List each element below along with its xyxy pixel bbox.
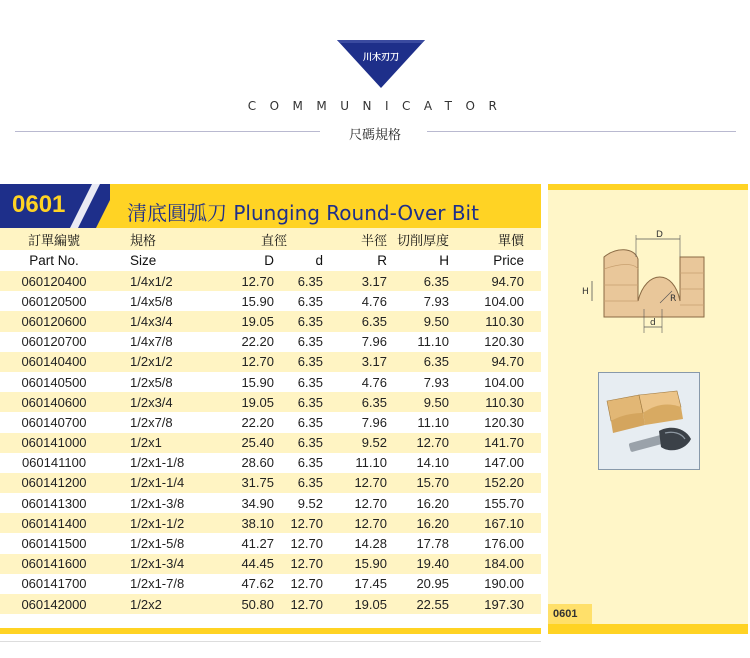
cell-price: 104.00 xyxy=(484,293,524,309)
cell-radius-R: 4.76 xyxy=(361,293,387,309)
cell-diameter-D: 38.10 xyxy=(241,515,274,531)
panel-top-bar xyxy=(548,184,748,190)
cell-price: 141.70 xyxy=(484,435,524,451)
cell-height-H: 16.20 xyxy=(416,515,449,531)
cell-radius-R: 12.70 xyxy=(354,515,387,531)
cell-size: 1/2x3/4 xyxy=(130,394,173,410)
header-size-cn: 規格 xyxy=(130,233,157,249)
cell-shank-d: 6.35 xyxy=(297,273,323,289)
dim-d-label: d xyxy=(650,318,656,328)
cell-shank-d: 6.35 xyxy=(297,455,323,471)
cell-radius-R: 17.45 xyxy=(354,576,387,592)
cell-diameter-D: 25.40 xyxy=(241,435,274,451)
cell-part-no: 060140700 xyxy=(21,414,87,430)
cell-shank-d: 6.35 xyxy=(297,374,323,390)
dim-R-label: R xyxy=(670,294,677,304)
cell-shank-d: 12.70 xyxy=(290,515,323,531)
cell-radius-R: 7.96 xyxy=(361,334,387,350)
cell-shank-d: 9.52 xyxy=(297,495,323,511)
cell-price: 94.70 xyxy=(491,273,524,289)
cell-size: 1/2x1/2 xyxy=(130,354,173,370)
table-row xyxy=(0,533,541,553)
header-radius-cn: 半徑 xyxy=(360,233,387,249)
logo-text: 川木刃刀 xyxy=(362,53,399,63)
cell-size: 1/2x7/8 xyxy=(130,414,173,430)
cell-part-no: 060141700 xyxy=(21,576,87,592)
cell-size: 1/4x5/8 xyxy=(130,293,173,309)
cell-part-no: 060120500 xyxy=(21,293,87,309)
brand-name: COMMUNICATOR xyxy=(247,99,511,113)
cell-height-H: 11.10 xyxy=(417,414,449,430)
product-code: 0601 xyxy=(12,191,66,218)
cell-price: 110.30 xyxy=(485,313,524,329)
cell-height-H: 9.50 xyxy=(423,394,449,410)
cell-size: 1/4x7/8 xyxy=(130,334,173,350)
cell-size: 1/2x1-1/2 xyxy=(130,515,185,531)
cell-diameter-D: 47.62 xyxy=(241,576,274,592)
cell-price: 152.20 xyxy=(484,475,524,491)
cell-diameter-D: 12.70 xyxy=(241,273,274,289)
cell-price: 94.70 xyxy=(491,354,524,370)
profile-diagram xyxy=(576,229,716,344)
side-code: 0601 xyxy=(553,608,578,620)
cell-part-no: 060140500 xyxy=(21,374,87,390)
cell-size: 1/2x1-3/8 xyxy=(130,495,185,511)
cell-part-no: 060141400 xyxy=(21,515,87,531)
cell-price: 155.70 xyxy=(484,495,524,511)
table-row xyxy=(0,513,541,533)
cell-size: 1/2x1 xyxy=(130,435,162,451)
cell-price: 110.30 xyxy=(485,394,524,410)
cell-radius-R: 19.05 xyxy=(354,596,387,612)
cell-size: 1/4x3/4 xyxy=(130,313,173,329)
cell-price: 184.00 xyxy=(484,556,524,572)
header-part: Part No. xyxy=(29,253,79,268)
cell-radius-R: 11.10 xyxy=(355,455,387,471)
cell-shank-d: 6.35 xyxy=(297,334,323,350)
table-row xyxy=(0,574,541,594)
cell-size: 1/2x1-1/4 xyxy=(130,475,185,491)
cell-height-H: 15.70 xyxy=(416,475,449,491)
cell-diameter-D: 15.90 xyxy=(241,374,274,390)
table-row xyxy=(0,473,541,493)
cell-radius-R: 3.17 xyxy=(361,354,387,370)
cell-diameter-D: 22.20 xyxy=(241,414,274,430)
header-diameter-cn: 直徑 xyxy=(260,233,287,249)
cell-diameter-D: 50.80 xyxy=(241,596,274,612)
cell-diameter-D: 19.05 xyxy=(241,313,274,329)
cell-size: 1/2x1-5/8 xyxy=(130,536,185,552)
table-row xyxy=(0,554,541,574)
header-thickness-cn: 切削厚度 xyxy=(396,233,449,249)
cell-shank-d: 6.35 xyxy=(297,354,323,370)
table-row xyxy=(0,291,541,311)
header-row-en xyxy=(0,250,541,271)
cell-diameter-D: 12.70 xyxy=(241,354,274,370)
header-d: d xyxy=(315,253,323,268)
cell-price: 167.10 xyxy=(484,515,524,531)
cell-height-H: 6.35 xyxy=(423,354,449,370)
cell-price: 120.30 xyxy=(484,334,524,350)
cell-shank-d: 12.70 xyxy=(290,576,323,592)
cell-radius-R: 14.28 xyxy=(354,536,387,552)
cell-size: 1/2x1-7/8 xyxy=(130,576,185,592)
cell-price: 190.00 xyxy=(484,576,524,592)
brand-logo xyxy=(337,40,425,88)
cell-radius-R: 6.35 xyxy=(361,313,387,329)
cell-shank-d: 12.70 xyxy=(290,536,323,552)
side-code-tag xyxy=(548,604,592,624)
spec-table xyxy=(0,228,541,614)
cell-part-no: 060120600 xyxy=(21,313,87,329)
header-row-cn xyxy=(0,228,541,250)
cell-height-H: 12.70 xyxy=(416,435,449,451)
cell-size: 1/2x2 xyxy=(130,596,162,612)
header-size: Size xyxy=(130,253,157,268)
cell-height-H: 22.55 xyxy=(416,596,449,612)
cell-height-H: 14.10 xyxy=(416,455,449,471)
table-row xyxy=(0,311,541,331)
cell-radius-R: 3.17 xyxy=(361,273,387,289)
cell-diameter-D: 19.05 xyxy=(241,394,274,410)
cell-shank-d: 6.35 xyxy=(297,435,323,451)
cell-radius-R: 12.70 xyxy=(354,475,387,491)
cell-shank-d: 6.35 xyxy=(297,394,323,410)
cell-shank-d: 6.35 xyxy=(297,293,323,309)
cell-shank-d: 6.35 xyxy=(297,313,323,329)
cell-size: 1/2x1-1/8 xyxy=(130,455,185,471)
cell-price: 104.00 xyxy=(484,374,524,390)
cell-radius-R: 6.35 xyxy=(361,394,387,410)
dim-D-label: D xyxy=(656,230,663,240)
illustration-panel xyxy=(548,184,748,634)
cell-diameter-D: 34.90 xyxy=(241,495,274,511)
cell-height-H: 11.10 xyxy=(417,334,449,350)
cell-part-no: 060141000 xyxy=(21,435,87,451)
cell-diameter-D: 15.90 xyxy=(241,293,274,309)
table-row xyxy=(0,433,541,453)
cell-radius-R: 4.76 xyxy=(361,374,387,390)
cell-height-H: 20.95 xyxy=(416,576,449,592)
bottom-rule xyxy=(0,641,541,642)
cell-height-H: 17.78 xyxy=(416,536,449,552)
header-D: D xyxy=(264,253,274,268)
cell-shank-d: 6.35 xyxy=(297,475,323,491)
table-row xyxy=(0,271,541,291)
cell-price: 120.30 xyxy=(484,414,524,430)
cell-diameter-D: 31.75 xyxy=(241,475,274,491)
cell-shank-d: 12.70 xyxy=(290,556,323,572)
cell-price: 147.00 xyxy=(484,455,524,471)
cell-part-no: 060120700 xyxy=(21,334,87,350)
cell-size: 1/4x1/2 xyxy=(130,273,173,289)
cell-diameter-D: 44.45 xyxy=(241,556,274,572)
cell-size: 1/2x1-3/4 xyxy=(130,556,185,572)
product-title: 清底圓弧刀 Plunging Round-Over Bit xyxy=(127,201,479,225)
cell-part-no: 060141100 xyxy=(21,455,87,471)
cell-radius-R: 15.90 xyxy=(354,556,387,572)
table-row xyxy=(0,332,541,352)
header-price: Price xyxy=(493,253,524,268)
cell-price: 176.00 xyxy=(484,536,524,552)
header-price-cn: 單價 xyxy=(497,233,524,249)
table-row xyxy=(0,412,541,432)
cell-part-no: 060120400 xyxy=(21,273,87,289)
cell-radius-R: 9.52 xyxy=(361,435,387,451)
panel-bottom-bar xyxy=(548,624,748,634)
header-R: R xyxy=(377,253,387,268)
cell-part-no: 060141600 xyxy=(21,556,87,572)
cell-part-no: 060142000 xyxy=(21,596,87,612)
table-row xyxy=(0,493,541,513)
cell-diameter-D: 41.27 xyxy=(241,536,274,552)
cell-radius-R: 12.70 xyxy=(354,495,387,511)
cell-size: 1/2x5/8 xyxy=(130,374,173,390)
cell-radius-R: 7.96 xyxy=(361,414,387,430)
cell-height-H: 16.20 xyxy=(416,495,449,511)
spec-table-panel xyxy=(0,184,541,628)
cell-part-no: 060141200 xyxy=(21,475,87,491)
table-row xyxy=(0,352,541,372)
cell-price: 197.30 xyxy=(484,596,524,612)
cell-shank-d: 12.70 xyxy=(290,596,323,612)
router-bit-photo xyxy=(598,372,700,470)
cell-height-H: 7.93 xyxy=(423,293,449,309)
header-part-cn: 訂單編號 xyxy=(27,233,80,249)
cell-height-H: 6.35 xyxy=(423,273,449,289)
cell-height-H: 9.50 xyxy=(423,313,449,329)
cell-part-no: 060140600 xyxy=(21,394,87,410)
dim-H-label: H xyxy=(582,287,589,297)
section-subtitle: 尺碼規格 xyxy=(348,128,401,143)
cell-part-no: 060141300 xyxy=(21,495,87,511)
table-row xyxy=(0,372,541,392)
cell-height-H: 19.40 xyxy=(416,556,449,572)
cell-diameter-D: 22.20 xyxy=(241,334,274,350)
header-H: H xyxy=(439,253,449,268)
cell-part-no: 060140400 xyxy=(21,354,87,370)
cell-diameter-D: 28.60 xyxy=(241,455,274,471)
cell-shank-d: 6.35 xyxy=(297,414,323,430)
bottom-accent-bar xyxy=(0,628,541,634)
cell-height-H: 7.93 xyxy=(423,374,449,390)
cell-part-no: 060141500 xyxy=(21,536,87,552)
table-row xyxy=(0,392,541,412)
table-row xyxy=(0,594,541,614)
table-row xyxy=(0,453,541,473)
